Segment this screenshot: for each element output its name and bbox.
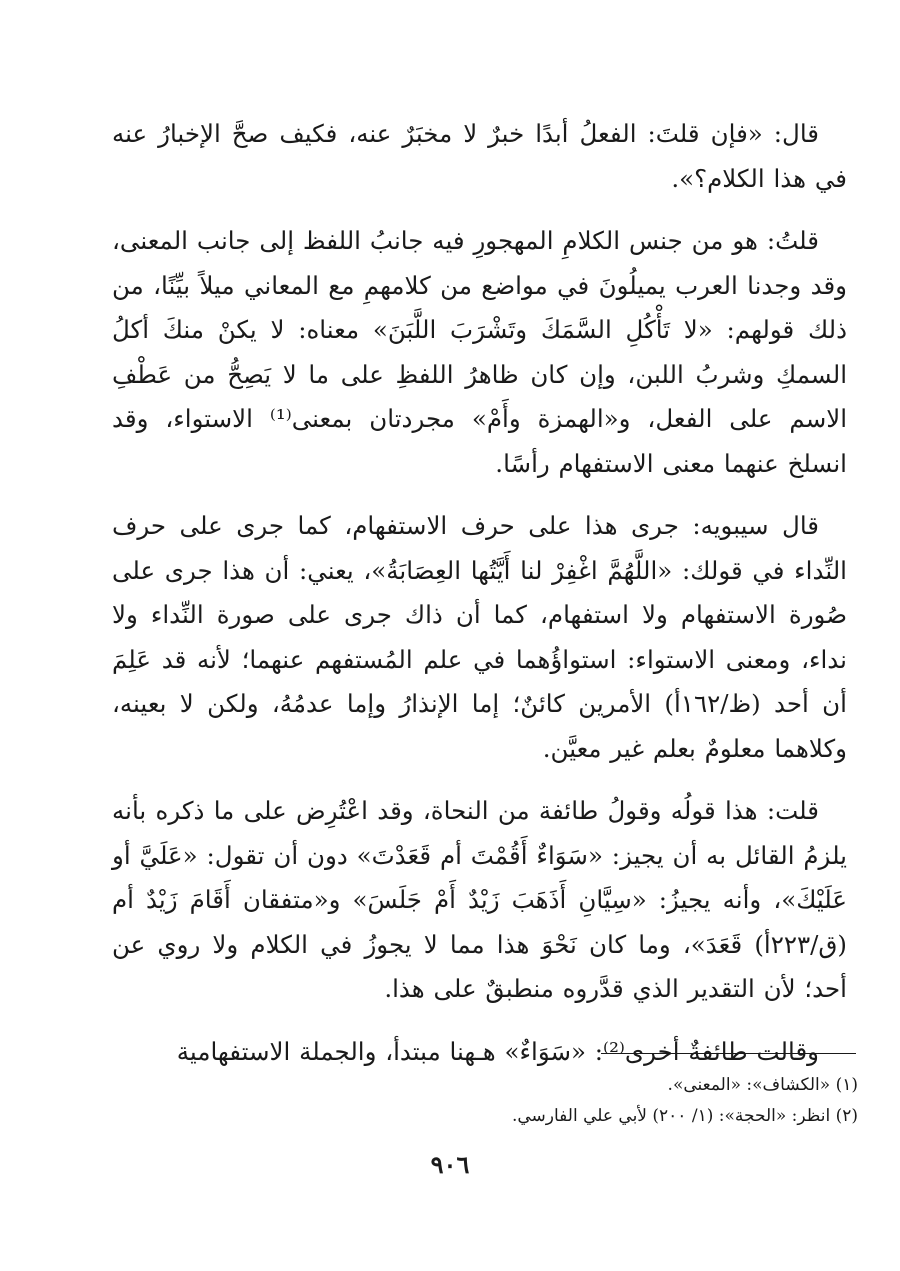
footnotes <box>138 1070 858 1132</box>
footnote-divider <box>601 1053 856 1054</box>
paragraph-2: قلتُ: هو من جنس الكلامِ المهجورِ فيه جانبُ اللفظ إلى جانب المعنى، وقد وجدنا العرب يميلُونَ في مواضع من كلامهمِ مع المعاني ميلاً بيِّنًا، من ذلك قولهم: «لا تَأْكُلِ السَّمَكَ وتَشْرَبَ اللَّبَنَ» معناه: لا يكنْ منكَ أكلُ السمكِ وشربُ اللبن، وإن كان ظاهرُ اللفظِ على ما لا يَصِحُّ من عَطْفِ الاسم على الفعل، و«الهمزة وأَمْ» مجردتان بمعنى⁽¹⁾ الاستواء، وقد انسلخ عنهما معنى الاستفهام رأسًا. <box>112 226 847 478</box>
footnote-2: (٢) انظر: «الحجة»: (١/ ٢٠٠) لأبي علي الفارسي. <box>511 1106 858 1126</box>
paragraph-5: وقالت طائفةٌ أخرى⁽²⁾: «سَوَاءٌ» هـهنا مبتدأ، والجملة الاستفهامية <box>176 1036 819 1066</box>
page-number: ٩٠٦ <box>430 1150 470 1179</box>
paragraph-1: قال: «فإن قلتَ: الفعلُ أبدًا خبرٌ لا مخبَرٌ عنه، فكيف صحَّ الإخبارُ عنه في هذا الكلام؟». <box>112 119 847 193</box>
paragraph-3: قال سيبويه: جرى هذا على حرف الاستفهام، كما جرى على حرف النِّداء في قولك: «اللَّهُمَّ اغْفِرْ لنا أَيَّتُها العِصَابَةُ»، يعني: أن هذا جرى على صُورة الاستفهام ولا استفهام، كما أن ذاك جرى على صورة النِّداء ولا نداء، ومعنى الاستواء: استواؤُهما في علم المُستفهم عنهما؛ لأنه قد عَلِمَ أن أحد (ظ/١٦٢أ) الأمرين كائنٌ؛ إما الإنذارُ وإما عدمُهُ، ولكن لا بعينه، وكلاهما معلومٌ بعلم غير معيَّن. <box>112 511 847 763</box>
footnote-1: (١) «الكشاف»: «المعنى». <box>667 1075 858 1095</box>
main-text <box>112 112 847 1092</box>
paragraph-4: قلت: هذا قولُه وقولُ طائفة من النحاة، وقد اعْتُرِض على ما ذكره بأنه يلزمُ القائل به أن يجيز: «سَوَاءٌ أَقُمْتَ أم قَعَدْتَ» دون أن تقول: «عَلَيَّ أو عَلَيْكَ»، وأنه يجيزُ: «سِيَّانِ أَذَهَبَ زَيْدٌ أَمْ جَلَسَ» و«متفقان أَقَامَ زَيْدٌ أم (ق/٢٢٣أ) قَعَدَ»، وما كان نَحْوَ هذا مما لا يجوزُ في الكلام ولا روي عن أحد؛ لأن التقدير الذي قدَّروه منطبقٌ على هذا. <box>112 796 847 1003</box>
